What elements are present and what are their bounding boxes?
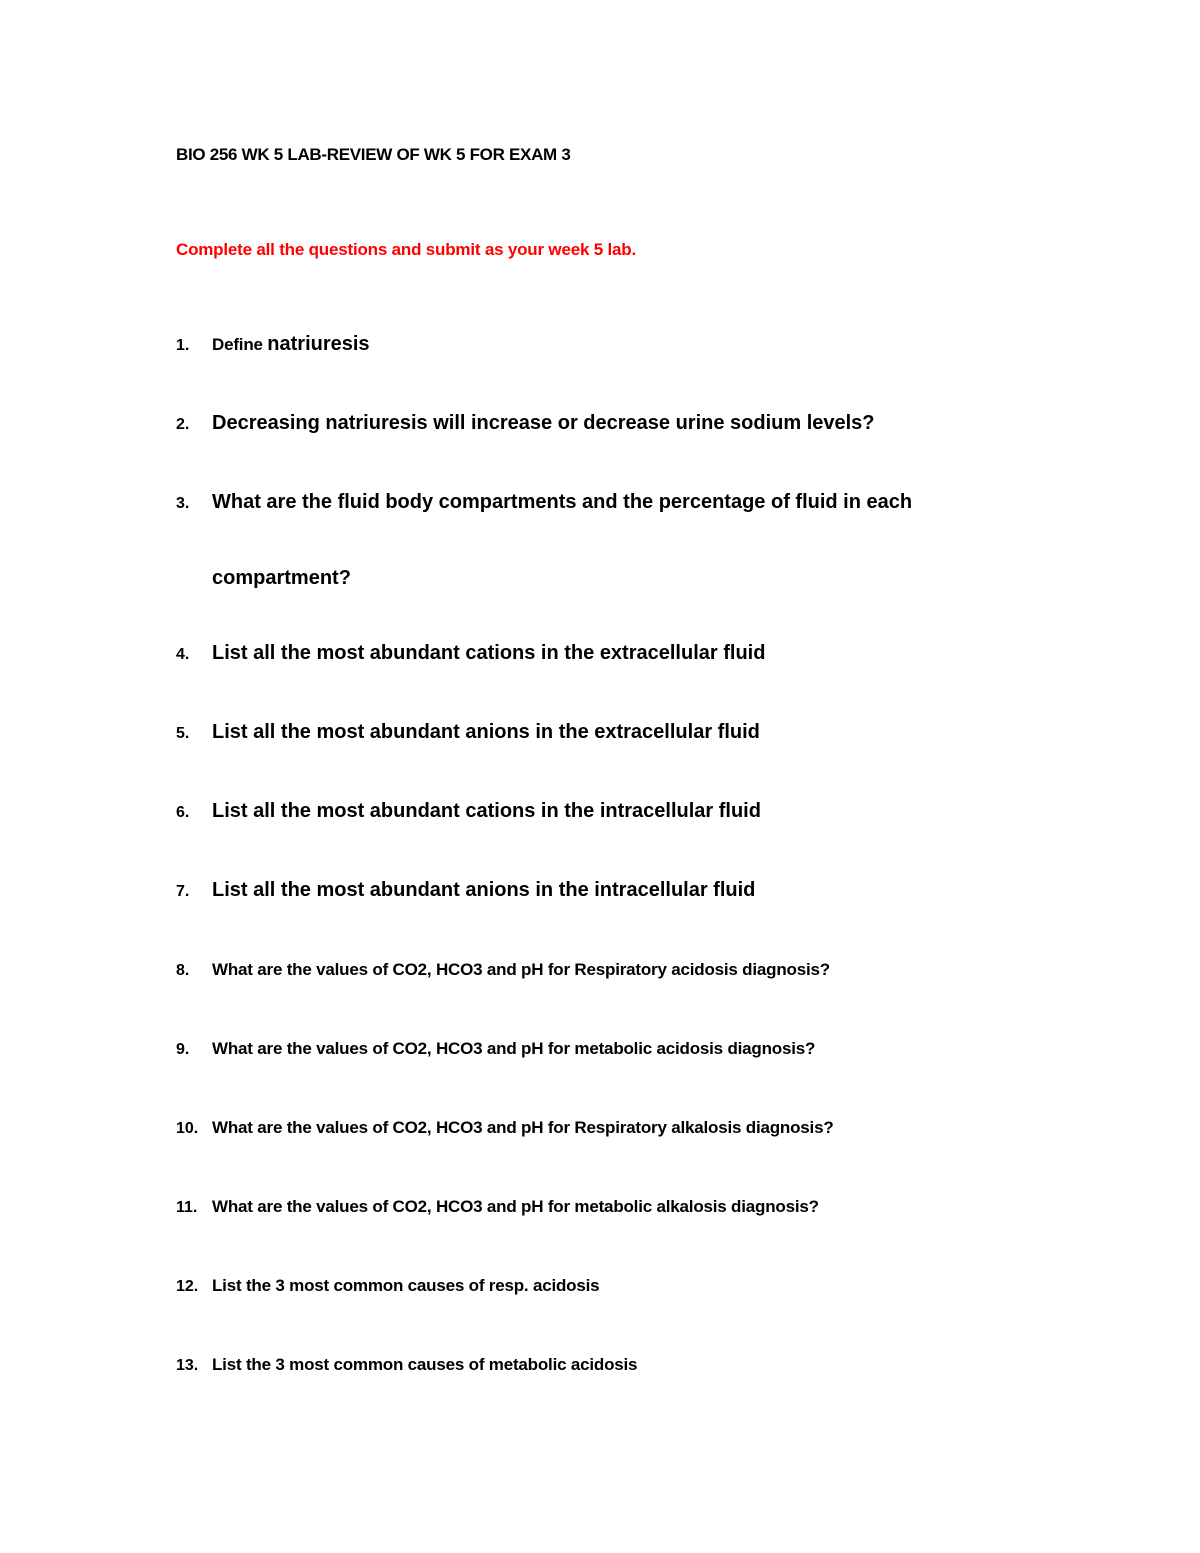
question-10 (176, 1118, 834, 1138)
question-text: List the 3 most common causes of resp. acidosis (212, 1276, 600, 1295)
question-7 (176, 879, 755, 902)
question-text: What are the values of CO2, HCO3 and pH for metabolic alkalosis diagnosis? (212, 1197, 819, 1216)
question-12 (176, 1276, 599, 1296)
question-number: 2. (176, 416, 190, 433)
question-8 (176, 960, 830, 980)
question-number: 12. (176, 1278, 199, 1295)
question-text: What are the fluid body compartments and the percentage of fluid in each (212, 491, 913, 513)
question-text: What are the values of CO2, HCO3 and pH for Respiratory alkalosis diagnosis? (212, 1118, 834, 1137)
question-3-continuation: compartment? (212, 567, 351, 589)
question-text: List all the most abundant cations in the intracellular fluid (212, 800, 761, 822)
instruction-text: Complete all the questions and submit as your week 5 lab. (176, 240, 636, 259)
question-text: List the 3 most common causes of metabolic acidosis (212, 1355, 638, 1374)
question-1 (176, 333, 370, 356)
question-5 (176, 721, 760, 744)
question-3 (176, 491, 912, 514)
document-title: BIO 256 WK 5 LAB-REVIEW OF WK 5 FOR EXAM 3 (176, 145, 571, 164)
question-6 (176, 800, 761, 823)
question-number: 11. (176, 1199, 198, 1216)
question-number: 6. (176, 804, 190, 821)
question-number: 13. (176, 1357, 199, 1374)
question-text: List all the most abundant anions in the extracellular fluid (212, 721, 760, 743)
question-number: 8. (176, 962, 190, 979)
question-number: 4. (176, 646, 190, 663)
question-text: List all the most abundant anions in the intracellular fluid (212, 879, 756, 901)
question-text: Decreasing natriuresis will increase or decrease urine sodium levels? (212, 412, 875, 434)
question-text: natriuresis (267, 333, 370, 355)
question-4 (176, 642, 765, 665)
question-11 (176, 1197, 819, 1217)
question-number: 1. (176, 337, 190, 354)
question-text: List all the most abundant cations in the extracellular fluid (212, 642, 766, 664)
question-2 (176, 412, 875, 435)
question-number: 3. (176, 495, 190, 512)
question-9 (176, 1039, 815, 1059)
question-text: What are the values of CO2, HCO3 and pH for metabolic acidosis diagnosis? (212, 1039, 816, 1058)
question-number: 9. (176, 1041, 190, 1058)
question-text: What are the values of CO2, HCO3 and pH for Respiratory acidosis diagnosis? (212, 960, 830, 979)
question-13 (176, 1355, 637, 1375)
question-number: 7. (176, 883, 190, 900)
question-number: 5. (176, 725, 190, 742)
question-number: 10. (176, 1120, 199, 1137)
question-prefix: Define (212, 335, 268, 354)
